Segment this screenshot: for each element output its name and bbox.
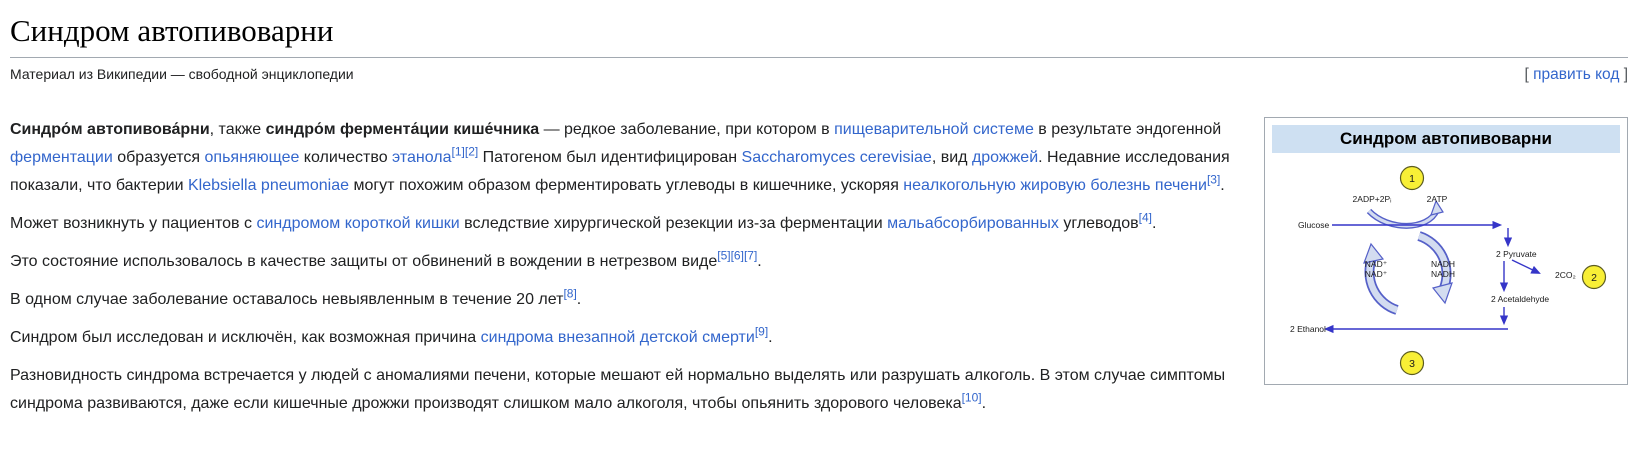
reference-link[interactable]: [6] [730, 248, 744, 263]
text-run: Патогеном был идентифицирован [478, 149, 742, 166]
reference-link[interactable]: [9] [754, 324, 769, 339]
nad-label-1: NAD⁺ [1364, 259, 1388, 269]
page-title: Синдром автопивоварни [10, 10, 1628, 58]
subtitle-row [10, 66, 1628, 84]
wiki-link[interactable]: Saccharomyces cerevisiae [741, 149, 932, 166]
text-run: могут похожим образом ферментировать углеводы в кишечнике, ускоряя [349, 177, 904, 194]
wiki-link[interactable]: дрожжей [971, 149, 1039, 166]
reference-link[interactable]: [3] [1206, 172, 1221, 187]
site-subtitle: Материал из Википедии — свободной энциклопедии [10, 66, 354, 82]
infobox [1264, 117, 1628, 385]
wiki-link[interactable]: неалкогольную жировую болезнь печени [903, 177, 1207, 194]
reference-link[interactable]: [10] [961, 390, 982, 405]
text-run: . [1152, 215, 1157, 232]
acetaldehyde-label: 2 Acetaldehyde [1491, 294, 1550, 304]
reference-marker [563, 287, 576, 301]
step-2-number: 2 [1591, 272, 1597, 284]
bold-term: Синдро́м автопивова́рни [10, 121, 210, 138]
text-run: . [757, 253, 762, 270]
wiki-link[interactable]: опьяняющее [204, 149, 300, 166]
text-run: . [576, 291, 582, 308]
reference-link[interactable]: [4] [1138, 210, 1152, 225]
edit-code-link[interactable]: править код [1533, 66, 1620, 83]
nadh-label-2: NADH [1430, 269, 1456, 279]
text-run: в результате эндогенной [1033, 121, 1222, 138]
nadh-label-1: NADH [1430, 259, 1456, 269]
text-run: углеводов [1058, 215, 1139, 232]
wiki-link[interactable]: этанола [392, 149, 452, 166]
text-run: Может возникнуть у пациентов с [10, 215, 257, 232]
step-1-number: 1 [1409, 173, 1415, 185]
atp-label: 2ATP [1426, 194, 1448, 204]
text-run: вследствие хирургической резекции из-за ферментации [459, 215, 888, 232]
reference-marker [962, 391, 982, 405]
reference-marker [755, 325, 768, 339]
fermentation-diagram[interactable] [1272, 155, 1620, 377]
reference-link[interactable]: [7] [743, 248, 758, 263]
text-run: . [768, 329, 773, 346]
reference-marker [465, 145, 478, 159]
infobox-title: Синдром автопивоварни [1272, 125, 1620, 153]
text-run: . Недавние исследования показали, что бактерии [10, 149, 1230, 194]
edit-bracket-open: [ [1524, 66, 1529, 83]
nad-label-2: NAD⁺ [1364, 269, 1388, 279]
glucose-label: Glucose [1298, 220, 1330, 230]
wiki-link[interactable]: ферментации [10, 149, 113, 166]
reference-link[interactable]: [8] [563, 286, 577, 301]
reference-link[interactable]: [5] [717, 248, 731, 263]
text-run: образуется [112, 149, 205, 166]
cycle-arrows [1364, 201, 1452, 310]
text-run: . [981, 395, 987, 412]
text-run: Разновидность синдрома встречается у людей с аномалиями печени, которые мешают ей нормально выделять или разрушать алкоголь. В этом случае симптомы синдрома развиваются, даже если кишечные дрожжи производят слишком мало алкоголя, чтобы опьянить здорового человека [10, 367, 1226, 412]
article-content [10, 116, 1628, 418]
adp-label: 2ADP+2Pᵢ [1352, 194, 1392, 204]
reference-marker [1139, 211, 1152, 225]
ethanol-label: 2 Ethanol [1290, 324, 1326, 334]
text-run: Это состояние использовалось в качестве защиты от обвинений в вождении в нетрезвом виде [10, 253, 718, 270]
pyruvate-label: 2 Pyruvate [1496, 249, 1537, 259]
reference-marker [452, 145, 465, 159]
text-run: , вид [931, 149, 972, 166]
text-run: . [1220, 177, 1225, 194]
edit-bracket-close: ] [1623, 66, 1628, 83]
reference-marker [731, 249, 744, 263]
wiki-link[interactable]: мальабсорбированных [887, 215, 1059, 232]
text-run: количество [299, 149, 393, 166]
reference-marker [717, 249, 730, 263]
wiki-link[interactable]: синдрома внезапной детской смерти [480, 329, 755, 346]
step-3-number: 3 [1409, 358, 1415, 370]
reference-marker [744, 249, 757, 263]
reference-link[interactable]: [1] [451, 144, 465, 159]
text-run: В одном случае заболевание оставалось невыявленным в течение 20 лет [10, 291, 564, 308]
reference-marker [1207, 173, 1220, 187]
wiki-link[interactable]: синдромом короткой кишки [256, 215, 460, 232]
bold-term: синдро́м фермента́ции кише́чника [265, 121, 540, 138]
text-run: — редкое заболевание, при котором в [539, 121, 835, 138]
wiki-link[interactable]: пищеварительной системе [834, 121, 1034, 138]
text-run: , также [209, 121, 266, 138]
edit-section [1524, 66, 1628, 84]
reference-link[interactable]: [2] [464, 144, 479, 159]
co2-label: 2CO₂ [1555, 270, 1576, 280]
text-run: Синдром был исследован и исключён, как возможная причина [10, 329, 481, 346]
wiki-link[interactable]: Klebsiella pneumoniae [188, 177, 349, 194]
